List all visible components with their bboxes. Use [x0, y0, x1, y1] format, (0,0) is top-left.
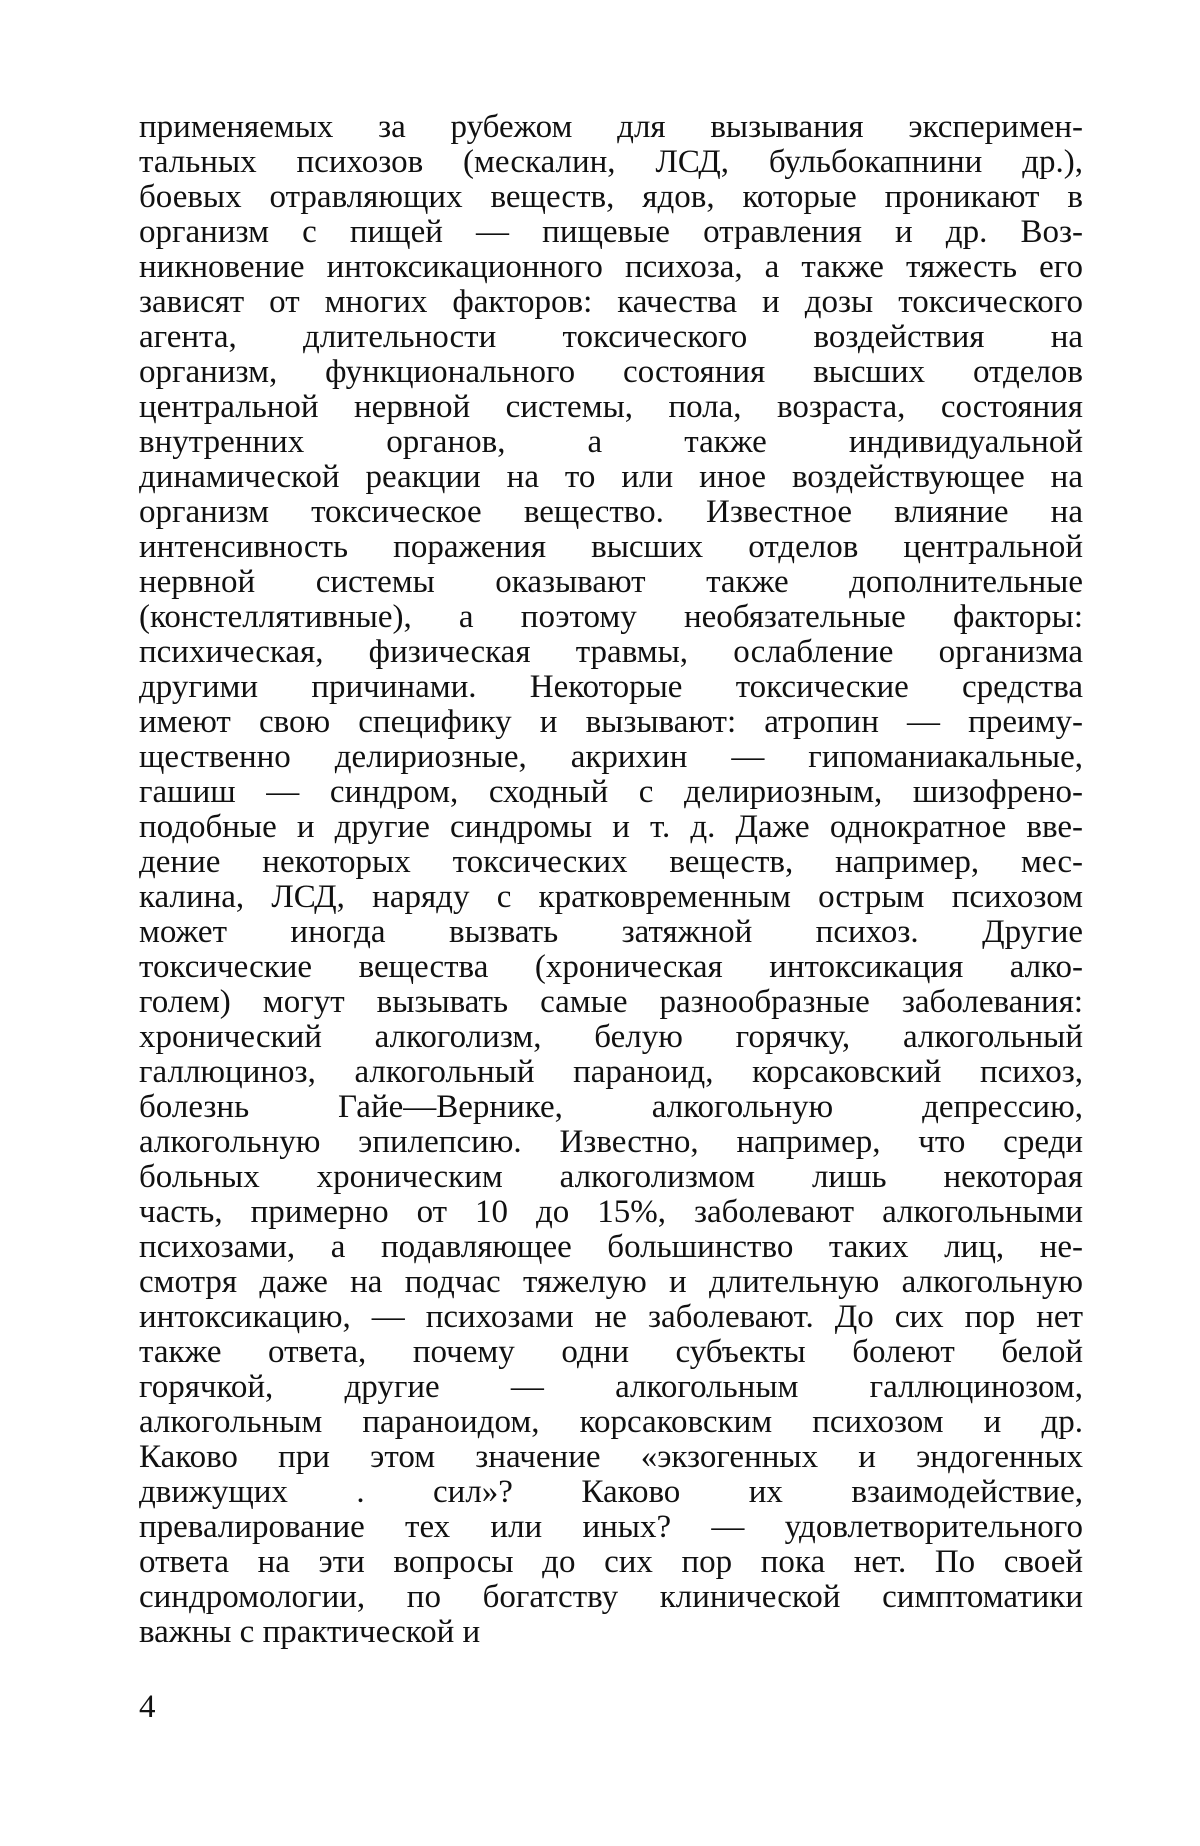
text-line: превалирование тех или иных? — удовлетворительного [139, 1509, 1083, 1545]
text-line: интоксикацию, — психозами не заболевают. До сих пор нет [139, 1299, 1083, 1335]
text-line: токсические вещества (хроническая интоксикация алко- [139, 949, 1083, 985]
text-line: подобные и другие синдромы и т. д. Даже однократное вве- [139, 809, 1083, 845]
text-line: дение некоторых токсических веществ, например, мес- [139, 844, 1083, 880]
text-line-last: важны с практической и [139, 1614, 481, 1650]
text-line: другими причинами. Некоторые токсические средства [139, 669, 1083, 705]
text-line: часть, примерно от 10 до 15%, заболевают алкогольными [139, 1194, 1083, 1230]
body-text [139, 110, 1083, 1650]
text-line: движущих . сил»? Каково их взаимодействие, [139, 1474, 1083, 1510]
text-line: щественно делириозные, акрихин — гипоманиакальные, [139, 739, 1083, 775]
text-line: может иногда вызвать затяжной психоз. Другие [139, 914, 1083, 950]
text-line: Каково при этом значение «экзогенных и эндогенных [139, 1439, 1083, 1475]
text-line: хронический алкоголизм, белую горячку, алкогольный [139, 1019, 1083, 1055]
text-line: синдромологии, по богатству клинической симптоматики [139, 1579, 1083, 1615]
text-line: центральной нервной системы, пола, возраста, состояния [139, 389, 1083, 425]
text-line: психозами, а подавляющее большинство таких лиц, не- [139, 1229, 1083, 1265]
text-line: внутренних органов, а также индивидуальной [139, 424, 1083, 460]
text-line: организм с пищей — пищевые отравления и др. Воз- [139, 214, 1083, 250]
text-line: (констеллятивные), а поэтому необязательные факторы: [139, 599, 1083, 635]
text-line: агента, длительности токсического воздействия на [139, 319, 1083, 355]
text-line: также ответа, почему одни субъекты болеют белой [139, 1334, 1083, 1370]
text-line: калина, ЛСД, наряду с кратковременным острым психозом [139, 879, 1083, 915]
page-number: 4 [139, 1689, 156, 1725]
text-line: применяемых за рубежом для вызывания эксперимен- [139, 109, 1083, 145]
text-line: галлюциноз, алкогольный параноид, корсаковский психоз, [139, 1054, 1083, 1090]
text-line: психическая, физическая травмы, ослабление организма [139, 634, 1083, 670]
text-line: интенсивность поражения высших отделов центральной [139, 529, 1083, 565]
text-line: гашиш — синдром, сходный с делириозным, шизофрено- [139, 774, 1083, 810]
text-line: зависят от многих факторов: качества и дозы токсического [139, 284, 1083, 320]
text-line: ответа на эти вопросы до сих пор пока нет. По своей [139, 1544, 1083, 1580]
text-line: алкогольным параноидом, корсаковским психозом и др. [139, 1404, 1083, 1440]
text-line: больных хроническим алкоголизмом лишь некоторая [139, 1159, 1083, 1195]
text-line: болезнь Гайе—Вернике, алкогольную депрессию, [139, 1089, 1083, 1125]
text-line: нервной системы оказывают также дополнительные [139, 564, 1083, 600]
text-line: никновение интоксикационного психоза, а также тяжесть его [139, 249, 1083, 285]
text-line: горячкой, другие — алкогольным галлюцинозом, [139, 1369, 1083, 1405]
text-line: тальных психозов (мескалин, ЛСД, бульбокапнини др.), [139, 144, 1083, 180]
text-line: боевых отравляющих веществ, ядов, которые проникают в [139, 179, 1083, 215]
text-line: алкогольную эпилепсию. Известно, например, что среди [139, 1124, 1083, 1160]
text-line: голем) могут вызывать самые разнообразные заболевания: [139, 984, 1083, 1020]
text-line: организм токсическое вещество. Известное влияние на [139, 494, 1083, 530]
text-line: смотря даже на подчас тяжелую и длительную алкогольную [139, 1264, 1083, 1300]
text-line: организм, функционального состояния высших отделов [139, 354, 1083, 390]
text-line: динамической реакции на то или иное воздействующее на [139, 459, 1083, 495]
text-line: имеют свою специфику и вызывают: атропин — преиму- [139, 704, 1083, 740]
